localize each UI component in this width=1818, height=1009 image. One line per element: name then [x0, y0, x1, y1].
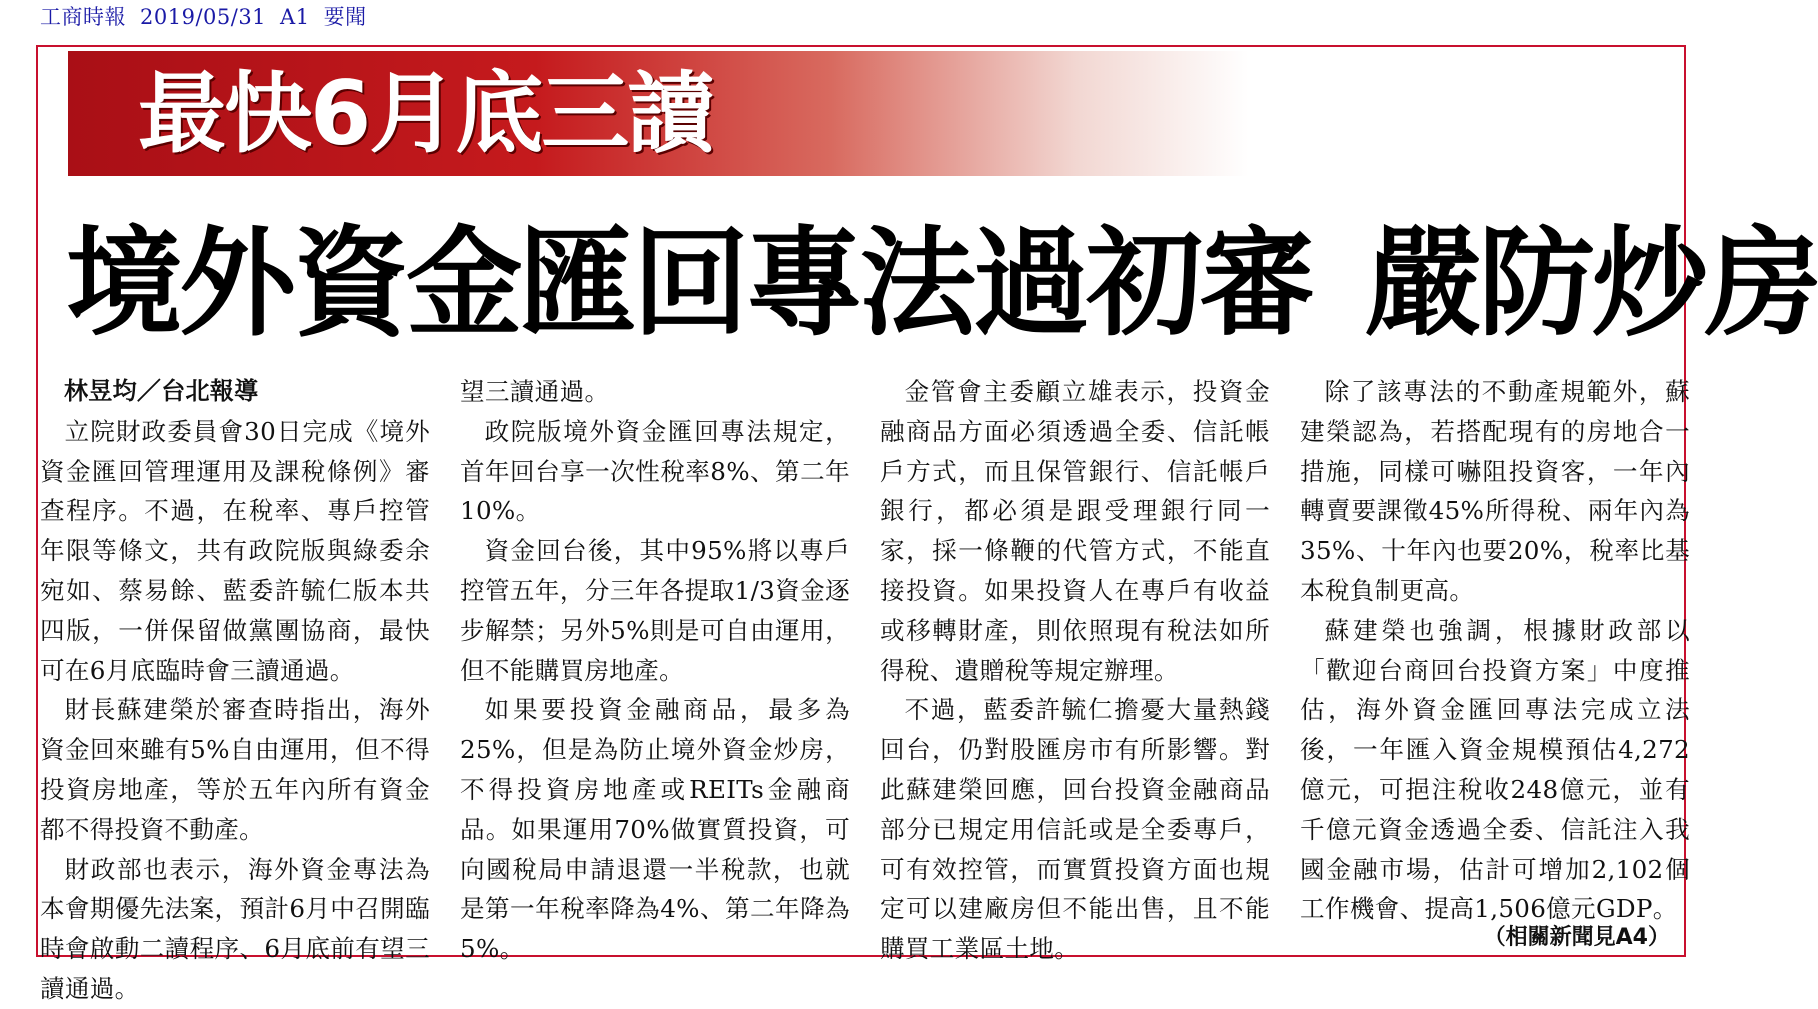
- article-frame: [36, 45, 1818, 1003]
- paragraph: 除了該專法的不動產規範外，蘇建榮認為，若搭配現有的房地合一措施，同樣可嚇阻投資客，一年內轉賣要課徵45%所得稅、兩年內為35%、十年內也要20%，稅率比基本稅負制更高。: [1300, 377, 1690, 605]
- column-4: [1300, 372, 1690, 957]
- paragraph: 立院財政委員會30日完成《境外資金匯回管理運用及課稅條例》審查程序。不過，在稅率、專戶控管年限等條文，共有政院版與綠委余宛如、蔡易餘、藍委許毓仁版本共四版，一併保留做黨團協商，最快可在6月底臨時會三讀通過。: [40, 416, 430, 685]
- related-news-note: （相關新聞見A4）: [1483, 925, 1670, 950]
- issue-date: 2019/05/31: [140, 5, 267, 29]
- column-2: [460, 372, 850, 964]
- column-3: [880, 372, 1270, 964]
- paragraph: 財長蘇建榮於審查時指出，海外資金回來雖有5%自由運用，但不得投資房地產，等於五年內所有資金都不得投資不動產。: [40, 695, 430, 844]
- source-line: [40, 2, 381, 32]
- headline: [66, 193, 1818, 377]
- paragraph: 資金回台後，其中95%將以專戶控管五年，分三年各提取1/3資金逐步解禁；另外5%則是可自由運用，但不能購買房地產。: [460, 536, 850, 685]
- headline-secondary: 嚴防炒房: [1364, 215, 1818, 353]
- byline: 林昱均／台北報導: [64, 377, 259, 405]
- column-1: [40, 372, 430, 1003]
- article-body: [38, 372, 1690, 1003]
- paragraph: 蘇建榮也強調，根據財政部以「歡迎台商回台投資方案」中度推估，海外資金匯回專法完成立法後，一年匯入資金規模預估4,272億元，可挹注稅收248億元，並有千億元資金透過全委、信託注入我國金融市場，估計可增加2,102個工作機會、提高1,506億元GDP。: [1300, 615, 1690, 924]
- paragraph: 如果要投資金融商品，最多為25%，但是為防止境外資金炒房，不得投資房地產或REITs金融商品。如果運用70%做實質投資，可向國稅局申請退還一半稅款，也就是第一年稅率降為4%、第二年降為5%。: [460, 695, 850, 964]
- paper-name: 工商時報: [40, 5, 126, 29]
- paragraph: 財政部也表示，海外資金專法為本會期優先法案，預計6月中召開臨時會啟動二讀程序、6月底前有望三讀通過。: [40, 854, 430, 1003]
- paragraph: 不過，藍委許毓仁擔憂大量熱錢回台，仍對股匯房市有所影響。對此蘇建榮回應，回台投資金融商品部分已規定用信託或是全委專戶，可有效控管，而實質投資方面也規定可以建廠房但不能出售，且不能購買工業區土地。: [880, 695, 1270, 964]
- headline-main: 境外資金匯回專法過初審: [66, 215, 1313, 353]
- section-name: 要聞: [323, 5, 367, 29]
- kicker-banner: [68, 51, 1298, 176]
- paragraph: 金管會主委顧立雄表示，投資金融商品方面必須透過全委、信託帳戶方式，而且保管銀行、信託帳戶銀行，都必須是跟受理銀行同一家，採一條鞭的代管方式，不能直接投資。如果投資人在專戶有收益或移轉財產，則依照現有稅法如所得稅、遺贈稅等規定辦理。: [880, 377, 1270, 685]
- page-number: A1: [280, 5, 310, 29]
- paragraph-continuation: 望三讀通過。: [460, 377, 610, 406]
- kicker: 最快6月底三讀: [138, 62, 714, 165]
- paragraph: 政院版境外資金匯回專法規定，首年回台享一次性稅率8%、第二年10%。: [460, 416, 850, 526]
